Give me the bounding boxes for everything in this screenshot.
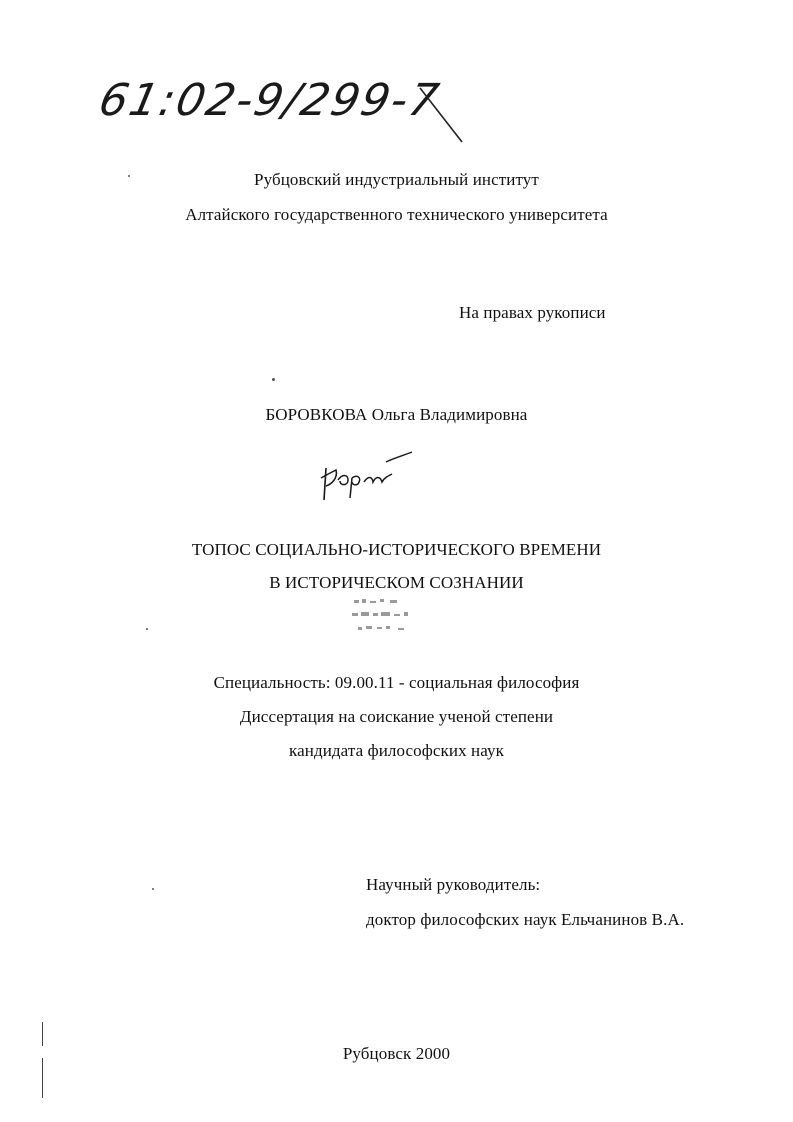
archive-code-handwritten: 61:02-9/299-7 [94, 75, 445, 126]
dissertation-line-1: Диссертация на соискание ученой степени [239, 707, 554, 726]
scan-speck [152, 888, 154, 890]
scan-speck [128, 175, 130, 177]
title-line-2: В ИСТОРИЧЕСКОМ СОЗНАНИИ [269, 573, 524, 592]
specialty: Специальность: 09.00.11 - социальная философия [213, 673, 580, 692]
scan-speck [146, 628, 148, 630]
author-name: БОРОВКОВА Ольга Владимировна [265, 405, 528, 424]
institute-line-1: Рубцовский индустриальный институт [254, 170, 539, 189]
library-stamp [350, 596, 430, 638]
dissertation-line-2: кандидата философских наук [289, 741, 504, 760]
institute-line-2: Алтайского государственного технического университета [185, 205, 608, 224]
title-line-1: ТОПОС СОЦИАЛЬНО-ИСТОРИЧЕСКОГО ВРЕМЕНИ [191, 540, 602, 559]
scan-speck [272, 378, 275, 381]
place-year: Рубцовск 2000 [342, 1044, 451, 1063]
supervisor-name: доктор философских наук Ельчанинов В.А. [366, 910, 685, 929]
scan-margin-mark [42, 1022, 43, 1046]
manuscript-note: На правах рукописи [459, 303, 606, 322]
supervisor-label: Научный руководитель: [366, 875, 541, 894]
author-signature [318, 448, 418, 508]
scan-margin-mark [42, 1058, 43, 1098]
